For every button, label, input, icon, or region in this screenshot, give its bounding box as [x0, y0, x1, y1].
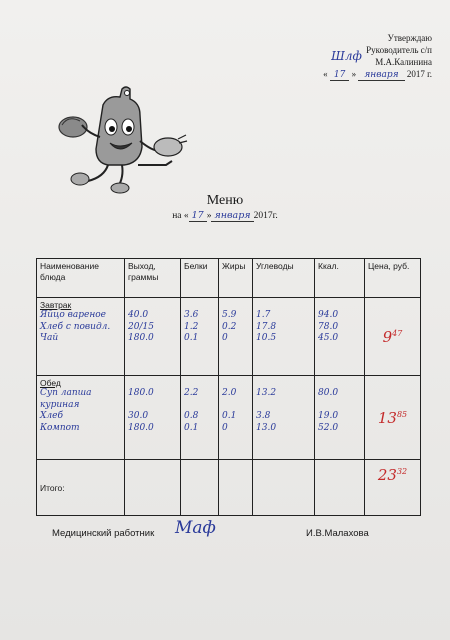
protein-value: 1.2 [184, 321, 199, 332]
chef-board-mascot-illustration [48, 85, 188, 195]
lunch-price [365, 376, 421, 460]
carbs-value: 10.5 [256, 333, 277, 343]
yield-value [128, 400, 177, 412]
header-carbs: Углеводы [253, 259, 315, 298]
dish-name: Яйцо вареное [40, 310, 106, 320]
date-open-quote: « [323, 69, 328, 79]
footer-role: Медицинский работник [52, 528, 155, 539]
protein-value: 0.1 [184, 333, 199, 343]
header-yield: Выход, граммы [125, 259, 181, 298]
fat-value: 0.2 [222, 321, 237, 332]
lunch-kcal [315, 376, 365, 460]
dish-name: Хлеб [40, 411, 63, 421]
breakfast-yield [125, 298, 181, 376]
yield-value: 180.0 [128, 422, 154, 433]
kcal-value: 45.0 [318, 333, 339, 343]
dish-name: Хлеб с повидл. [40, 321, 111, 332]
protein-value [184, 400, 215, 412]
yield-value: 20/15 [128, 321, 154, 332]
breakfast-kcal [315, 298, 365, 376]
approval-year: 2017 г. [406, 69, 432, 79]
table-row-breakfast [37, 298, 421, 376]
header-dish: Наименование блюда [37, 259, 125, 298]
lunch-carbs [253, 376, 315, 460]
subtitle-suffix: 2017г. [253, 211, 278, 221]
dish-name: Чай [40, 333, 59, 343]
carbs-value: 1.7 [256, 310, 271, 320]
approval-signature: Шлф [331, 49, 362, 63]
subtitle-prefix: на « [172, 211, 189, 221]
fat-value: 5.9 [222, 310, 237, 320]
protein-value: 2.2 [184, 388, 199, 398]
subtitle-mid: » [206, 211, 212, 221]
dish-name: Суп лапша [40, 388, 92, 398]
lunch-dishes [37, 376, 125, 460]
breakfast-dishes [37, 298, 125, 376]
protein-value: 0.1 [184, 422, 199, 433]
subtitle-month: января [211, 210, 253, 222]
approval-line2: Руководитель с/п [366, 45, 432, 55]
header-protein: Белки [181, 259, 219, 298]
section-label-breakfast: Завтрак [40, 300, 72, 310]
header-kcal: Ккал. [315, 259, 365, 298]
total-empty [219, 460, 253, 516]
price-breakfast: $9^{47}$ [382, 327, 403, 346]
fat-value: 0 [222, 422, 228, 433]
kcal-value: 78.0 [318, 321, 339, 332]
subtitle-day: 17 [189, 210, 207, 222]
breakfast-carbs [253, 298, 315, 376]
table-row-lunch [37, 376, 421, 460]
approval-line1: Утверждаю [387, 33, 432, 43]
total-label: Итого: [37, 460, 125, 516]
menu-date [0, 210, 450, 221]
carbs-value: 13.2 [256, 388, 277, 398]
carbs-value: 17.8 [256, 321, 277, 332]
total-price-cell [365, 460, 421, 516]
menu-table [36, 258, 421, 516]
yield-value: 40.0 [128, 310, 149, 320]
kcal-value: 94.0 [318, 310, 339, 320]
date-close-quote: » [351, 69, 357, 79]
lunch-protein [181, 376, 219, 460]
table-header-row [37, 259, 421, 298]
yield-value: 180.0 [128, 333, 154, 343]
approval-block [323, 32, 432, 81]
kcal-value: 52.0 [318, 422, 339, 433]
footer-name: И.В.Малахова [306, 528, 369, 539]
price-lunch: $13^{85}$ [377, 408, 408, 427]
lunch-yield [125, 376, 181, 460]
total-empty [315, 460, 365, 516]
total-empty [125, 460, 181, 516]
approval-date [323, 68, 432, 81]
protein-value: 0.8 [184, 411, 199, 421]
header-fat: Жиры [219, 259, 253, 298]
protein-value: 3.6 [184, 310, 199, 320]
breakfast-price [365, 298, 421, 376]
yield-value: 30.0 [128, 411, 149, 421]
lunch-fat [219, 376, 253, 460]
approval-month: января [358, 70, 404, 81]
kcal-value [318, 400, 361, 412]
kcal-value: 19.0 [318, 411, 339, 421]
dish-name: Компот [40, 422, 80, 433]
dish-name: куриная [40, 399, 80, 410]
fat-value: 2.0 [222, 388, 237, 398]
breakfast-protein [181, 298, 219, 376]
price-total: $23^{32}$ [377, 466, 408, 484]
total-empty [253, 460, 315, 516]
table-row-total [37, 460, 421, 516]
breakfast-fat [219, 298, 253, 376]
kcal-value: 80.0 [318, 388, 339, 398]
section-label-lunch: Обед [40, 378, 61, 388]
fat-value: 0.1 [222, 411, 237, 421]
total-empty [181, 460, 219, 516]
carbs-value: 3.8 [256, 411, 271, 421]
page-title: Меню [206, 193, 244, 208]
approval-name: М.А.Калинина [375, 57, 432, 67]
fat-value [222, 400, 249, 412]
header-price: Цена, руб. [365, 259, 421, 298]
fat-value: 0 [222, 333, 228, 343]
approval-day: 17 [330, 70, 349, 81]
yield-value: 180.0 [128, 388, 154, 398]
medical-signature: Маф [175, 518, 216, 538]
carbs-value: 13.0 [256, 422, 277, 433]
carbs-value [256, 400, 311, 412]
